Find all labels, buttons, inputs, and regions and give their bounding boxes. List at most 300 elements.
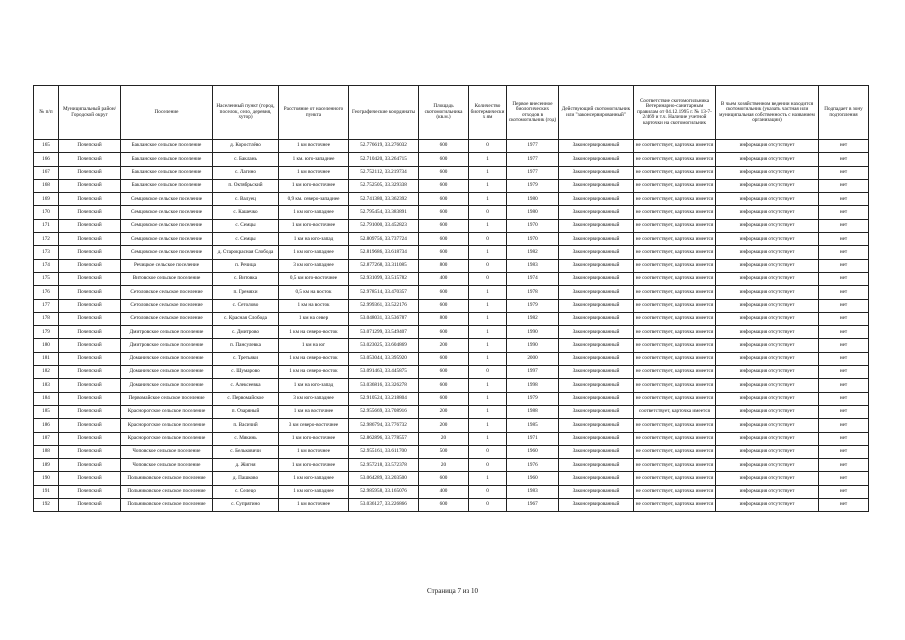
table-cell: 1 bbox=[469, 432, 507, 445]
table-cell: нет bbox=[819, 472, 869, 485]
table-cell: с. Витовка bbox=[213, 272, 279, 285]
table-cell: д. Коростлёво bbox=[213, 140, 279, 153]
table-cell: информация отсутствует bbox=[716, 179, 819, 192]
table-cell: Семцовское сельское поселение bbox=[121, 219, 213, 232]
table-cell: п. Озаряный bbox=[213, 405, 279, 418]
table-cell: информация отсутствует bbox=[716, 166, 819, 179]
table-cell: 52.795454, 33.383891 bbox=[349, 206, 419, 219]
table-cell: 53.023025, 33.604869 bbox=[349, 339, 419, 352]
table-cell: Почепский bbox=[59, 326, 121, 339]
table-cell: 172 bbox=[34, 233, 59, 246]
table-cell: 1 км юго-западнее bbox=[279, 485, 349, 498]
table-cell: 1 км юго-восточнее bbox=[279, 179, 349, 192]
table-cell: не соответствует, карточка имеется bbox=[634, 179, 716, 192]
column-header: Поселение bbox=[121, 86, 213, 140]
table-cell: 169 bbox=[34, 193, 59, 206]
table-cell: 400 bbox=[419, 485, 469, 498]
table-cell: 1 bbox=[469, 153, 507, 166]
column-header: Населенный пункт (город, поселок, село, деревня, хутор) bbox=[213, 86, 279, 140]
table-cell: не соответствует, карточка имеется bbox=[634, 193, 716, 206]
table-row bbox=[34, 339, 869, 352]
table-row bbox=[34, 405, 869, 418]
table-cell: 0 bbox=[469, 485, 507, 498]
table-cell: 0 bbox=[469, 206, 507, 219]
table-cell: 52.978514, 33.470357 bbox=[349, 286, 419, 299]
table-cell: 600 bbox=[419, 246, 469, 259]
table-cell: 1 bbox=[469, 392, 507, 405]
table-row bbox=[34, 485, 869, 498]
table-cell: 1982 bbox=[507, 246, 559, 259]
table-cell: 181 bbox=[34, 352, 59, 365]
table-cell: Польниковское сельское поселение bbox=[121, 499, 213, 512]
cattle-burial-table bbox=[33, 85, 869, 512]
table-cell: с. Семцы bbox=[213, 233, 279, 246]
table-cell: Законсервированный bbox=[559, 419, 634, 432]
table-cell: нет bbox=[819, 499, 869, 512]
table-cell: Почепский bbox=[59, 206, 121, 219]
table-cell: Польниковское сельское поселение bbox=[121, 485, 213, 498]
table-cell: 0,5 км на восток bbox=[279, 286, 349, 299]
table-cell: 1977 bbox=[507, 140, 559, 153]
table-cell: 1974 bbox=[507, 272, 559, 285]
table-cell: 1 км на юг bbox=[279, 339, 349, 352]
table-cell: Почепский bbox=[59, 352, 121, 365]
table-cell: 200 bbox=[419, 339, 469, 352]
table-cell: информация отсутствует bbox=[716, 206, 819, 219]
table-cell: 1 bbox=[469, 326, 507, 339]
table-cell: Законсервированный bbox=[559, 405, 634, 418]
table-cell: 1 км восточнее bbox=[279, 499, 349, 512]
table-cell: 600 bbox=[419, 499, 469, 512]
table-cell: Речицкое сельское поселение bbox=[121, 259, 213, 272]
table-cell: 200 bbox=[419, 419, 469, 432]
table-cell: информация отсутствует bbox=[716, 445, 819, 458]
table-cell: 600 bbox=[419, 366, 469, 379]
table-cell: 53.071299, 33.549407 bbox=[349, 326, 419, 339]
table-row bbox=[34, 193, 869, 206]
table-cell: 52.710420, 33.264715 bbox=[349, 153, 419, 166]
table-cell: информация отсутствует bbox=[716, 405, 819, 418]
table-cell: нет bbox=[819, 272, 869, 285]
table-cell: 1 км на северо-восток bbox=[279, 366, 349, 379]
table-cell: 1970 bbox=[507, 219, 559, 232]
table-cell: 52.862896, 33.778557 bbox=[349, 432, 419, 445]
table-cell: п. Пансулевка bbox=[213, 339, 279, 352]
table-cell: Семцовское сельское поселение bbox=[121, 206, 213, 219]
table-row bbox=[34, 153, 869, 166]
table-cell: нет bbox=[819, 392, 869, 405]
table-cell: Первомайское сельское поселение bbox=[121, 392, 213, 405]
table-cell: 600 bbox=[419, 219, 469, 232]
table-cell: Почепский bbox=[59, 259, 121, 272]
table-cell: с. Алексеевка bbox=[213, 379, 279, 392]
table-cell: не соответствует, карточка имеется bbox=[634, 366, 716, 379]
table-cell: Почепский bbox=[59, 140, 121, 153]
column-header: Муниципальный район/Городской округ bbox=[59, 86, 121, 140]
table-cell: Семцовское сельское поселение bbox=[121, 193, 213, 206]
table-cell: информация отсутствует bbox=[716, 246, 819, 259]
table-cell: 166 bbox=[34, 153, 59, 166]
table-cell: 1960 bbox=[507, 472, 559, 485]
table-cell: 52.809756, 33.737724 bbox=[349, 233, 419, 246]
table-cell: Почепский bbox=[59, 272, 121, 285]
table-cell: Семцовское сельское поселение bbox=[121, 246, 213, 259]
table-cell: Краснорогское сельское поселение bbox=[121, 419, 213, 432]
table-cell: 170 bbox=[34, 206, 59, 219]
table-cell: Чоповское сельское поселение bbox=[121, 459, 213, 472]
table-cell: информация отсутствует bbox=[716, 472, 819, 485]
table-cell: нет bbox=[819, 459, 869, 472]
table-cell: Бакланское сельское поселение bbox=[121, 153, 213, 166]
table-cell: не соответствует, карточка имеется bbox=[634, 233, 716, 246]
table-cell: Почепский bbox=[59, 445, 121, 458]
table-cell: Законсервированный bbox=[559, 352, 634, 365]
table-row bbox=[34, 366, 869, 379]
column-header: Расстояние от населенного пункта bbox=[279, 86, 349, 140]
table-cell: нет bbox=[819, 432, 869, 445]
table-cell: 600 bbox=[419, 166, 469, 179]
table-cell: не соответствует, карточка имеется bbox=[634, 259, 716, 272]
table-cell: 1967 bbox=[507, 499, 559, 512]
table-cell: Законсервированный bbox=[559, 206, 634, 219]
table-cell: Почепский bbox=[59, 379, 121, 392]
table-cell: не соответствует, карточка имеется bbox=[634, 299, 716, 312]
table-cell: информация отсутствует bbox=[716, 140, 819, 153]
table-cell: 0 bbox=[469, 366, 507, 379]
table-cell: 600 bbox=[419, 286, 469, 299]
table-cell: с. Бельковичи bbox=[213, 445, 279, 458]
table-cell: 52.986794, 33.776732 bbox=[349, 419, 419, 432]
table-cell: нет bbox=[819, 153, 869, 166]
table-cell: 20 bbox=[419, 432, 469, 445]
table-cell: Почепский bbox=[59, 219, 121, 232]
table-cell: Почепский bbox=[59, 299, 121, 312]
table-cell: информация отсутствует bbox=[716, 272, 819, 285]
table-cell: 0 bbox=[469, 272, 507, 285]
table-cell: не соответствует, карточка имеется bbox=[634, 339, 716, 352]
table-cell: нет bbox=[819, 419, 869, 432]
table-cell: Законсервированный bbox=[559, 445, 634, 458]
table-cell: нет bbox=[819, 445, 869, 458]
table-cell: 186 bbox=[34, 419, 59, 432]
table-cell: 171 bbox=[34, 219, 59, 232]
table-cell: 20 bbox=[419, 459, 469, 472]
table-cell: не соответствует, карточка имеется bbox=[634, 459, 716, 472]
table-cell: 800 bbox=[419, 259, 469, 272]
table-cell: 3 км юго-западнее bbox=[279, 259, 349, 272]
table-cell: 53.064289, 33.203500 bbox=[349, 472, 419, 485]
table-row bbox=[34, 392, 869, 405]
table-cell: 174 bbox=[34, 259, 59, 272]
table-cell: Законсервированный bbox=[559, 472, 634, 485]
table-cell: 52.910524, 33.218804 bbox=[349, 392, 419, 405]
table-cell: информация отсутствует bbox=[716, 286, 819, 299]
table-cell: 600 bbox=[419, 153, 469, 166]
table-cell: не соответствует, карточка имеется bbox=[634, 485, 716, 498]
table-cell: 52.752112, 33.219734 bbox=[349, 166, 419, 179]
table-cell: 1 км на юго-запад bbox=[279, 233, 349, 246]
table-cell: с. Семцы bbox=[213, 219, 279, 232]
table-cell: не соответствует, карточка имеется bbox=[634, 166, 716, 179]
table-cell: информация отсутствует bbox=[716, 379, 819, 392]
table-cell: 1 км восточнее bbox=[279, 166, 349, 179]
table-cell: Почепский bbox=[59, 179, 121, 192]
table-cell: Законсервированный bbox=[559, 379, 634, 392]
table-cell: п. Гремяхи bbox=[213, 286, 279, 299]
table-cell: 1 км юго-западнее bbox=[279, 472, 349, 485]
table-cell: Законсервированный bbox=[559, 366, 634, 379]
table-cell: Законсервированный bbox=[559, 166, 634, 179]
table-cell: нет bbox=[819, 485, 869, 498]
table-cell: Законсервированный bbox=[559, 219, 634, 232]
table-cell: нет bbox=[819, 206, 869, 219]
table-cell: информация отсутствует bbox=[716, 419, 819, 432]
table-cell: Законсервированный bbox=[559, 312, 634, 325]
table-cell: 600 bbox=[419, 392, 469, 405]
table-cell: с. Лагино bbox=[213, 166, 279, 179]
table-cell: 600 bbox=[419, 472, 469, 485]
table-cell: информация отсутствует bbox=[716, 312, 819, 325]
table-cell: с. Дмитрово bbox=[213, 326, 279, 339]
table-cell: 600 bbox=[419, 326, 469, 339]
table-cell: 1970 bbox=[507, 233, 559, 246]
table-cell: 1 bbox=[469, 179, 507, 192]
table-cell: 600 bbox=[419, 179, 469, 192]
table-row bbox=[34, 472, 869, 485]
table-cell: 400 bbox=[419, 272, 469, 285]
table-cell: 1 км юго-восточнее bbox=[279, 432, 349, 445]
table-cell: 1 bbox=[469, 352, 507, 365]
table-cell: 1 км на север bbox=[279, 312, 349, 325]
table-cell: Сетоловское сельское поселение bbox=[121, 312, 213, 325]
table-cell: нет bbox=[819, 339, 869, 352]
table-cell: 1997 bbox=[507, 366, 559, 379]
table-cell: не соответствует, карточка имеется bbox=[634, 432, 716, 445]
table-cell: Законсервированный bbox=[559, 339, 634, 352]
table-row bbox=[34, 299, 869, 312]
table-row bbox=[34, 272, 869, 285]
table-cell: 52.776619, 33.276032 bbox=[349, 140, 419, 153]
table-cell: информация отсутствует bbox=[716, 339, 819, 352]
table-cell: Дмитровское сельское поселение bbox=[121, 339, 213, 352]
column-header: Первое внесенное биологических отходов в скотомогильник (год) bbox=[507, 86, 559, 140]
table-cell: нет bbox=[819, 179, 869, 192]
table-row bbox=[34, 233, 869, 246]
table-cell: 53.036816, 33.326278 bbox=[349, 379, 419, 392]
table-cell: Законсервированный bbox=[559, 179, 634, 192]
table-cell: Законсервированный bbox=[559, 246, 634, 259]
table-cell: 1 bbox=[469, 193, 507, 206]
table-cell: 1 км на восток bbox=[279, 299, 349, 312]
table-row bbox=[34, 286, 869, 299]
table-cell: 1988 bbox=[507, 405, 559, 418]
table-cell: Краснорогское сельское поселение bbox=[121, 432, 213, 445]
table-cell: 188 bbox=[34, 445, 59, 458]
column-header: В чьем хозяйственном ведении находится скотомогильник (указать частная или муниципальная собственность с названием организации) bbox=[716, 86, 819, 140]
table-cell: Законсервированный bbox=[559, 459, 634, 472]
table-row bbox=[34, 206, 869, 219]
table-cell: д. Старокрасная Слобода bbox=[213, 246, 279, 259]
table-cell: не соответствует, карточка имеется bbox=[634, 445, 716, 458]
table-cell: 1 bbox=[469, 286, 507, 299]
table-cell: Сетоловское сельское поселение bbox=[121, 286, 213, 299]
table-cell: информация отсутствует bbox=[716, 299, 819, 312]
table-row bbox=[34, 419, 869, 432]
table-cell: Законсервированный bbox=[559, 326, 634, 339]
table-cell: не соответствует, карточка имеется bbox=[634, 379, 716, 392]
table-cell: Почепский bbox=[59, 499, 121, 512]
table-cell: 167 bbox=[34, 166, 59, 179]
table-row bbox=[34, 432, 869, 445]
table-cell: 600 bbox=[419, 299, 469, 312]
table-cell: 1977 bbox=[507, 166, 559, 179]
table-cell: 1977 bbox=[507, 153, 559, 166]
table-cell: не соответствует, карточка имеется bbox=[634, 326, 716, 339]
table-row bbox=[34, 459, 869, 472]
table-cell: 52.741380, 33.362392 bbox=[349, 193, 419, 206]
table-cell: 1979 bbox=[507, 299, 559, 312]
table-cell: 1 bbox=[469, 419, 507, 432]
table-row bbox=[34, 445, 869, 458]
table-cell: не соответствует, карточка имеется bbox=[634, 392, 716, 405]
column-header: Подпадает в зону подтопления bbox=[819, 86, 869, 140]
table-cell: 1 км юго-западнее bbox=[279, 246, 349, 259]
table-row bbox=[34, 140, 869, 153]
table-cell: не соответствует, карточка имеется bbox=[634, 472, 716, 485]
table-cell: Чоповское сельское поселение bbox=[121, 445, 213, 458]
table-cell: Почепский bbox=[59, 339, 121, 352]
table-cell: не соответствует, карточка имеется bbox=[634, 286, 716, 299]
table-cell: нет bbox=[819, 366, 869, 379]
table-cell: Законсервированный bbox=[559, 286, 634, 299]
table-cell: 1971 bbox=[507, 432, 559, 445]
table-cell: 1 bbox=[469, 312, 507, 325]
table-cell: Почепский bbox=[59, 485, 121, 498]
table-cell: Польниковское сельское поселение bbox=[121, 472, 213, 485]
table-cell: 1990 bbox=[507, 339, 559, 352]
table-cell: п. Васичий bbox=[213, 419, 279, 432]
table-cell: 53.091463, 33.445875 bbox=[349, 366, 419, 379]
table-cell: Почепский bbox=[59, 472, 121, 485]
table-cell: 191 bbox=[34, 485, 59, 498]
table-cell: 52.955669, 33.708916 bbox=[349, 405, 419, 418]
table-cell: 1 км. юго-западнее bbox=[279, 153, 349, 166]
table-cell: Доманичское сельское поселение bbox=[121, 379, 213, 392]
table-cell: 1985 bbox=[507, 419, 559, 432]
table-cell: 53.036127, 33.226866 bbox=[349, 499, 419, 512]
table-cell: информация отсутствует bbox=[716, 459, 819, 472]
table-cell: 1 км юго-западнее bbox=[279, 206, 349, 219]
header-row bbox=[34, 86, 869, 140]
table-cell: 1983 bbox=[507, 259, 559, 272]
table-cell: с. Мякинь bbox=[213, 432, 279, 445]
table-cell: соответствует, карточка имеется bbox=[634, 405, 716, 418]
table-cell: Почепский bbox=[59, 166, 121, 179]
table-cell: 1978 bbox=[507, 286, 559, 299]
table-cell: 1976 bbox=[507, 459, 559, 472]
table-cell: не соответствует, карточка имеется bbox=[634, 219, 716, 232]
table-row bbox=[34, 166, 869, 179]
table-row bbox=[34, 326, 869, 339]
table-cell: Законсервированный bbox=[559, 140, 634, 153]
table-cell: 1 км на восточнее bbox=[279, 405, 349, 418]
table-cell: Почепский bbox=[59, 405, 121, 418]
table-cell: 52.931099, 33.515782 bbox=[349, 272, 419, 285]
table-cell: с. Валуец bbox=[213, 193, 279, 206]
table-cell: 1 км юго-восточнее bbox=[279, 459, 349, 472]
table-cell: нет bbox=[819, 259, 869, 272]
table-cell: 179 bbox=[34, 326, 59, 339]
table-cell: 3 км юго-западнее bbox=[279, 392, 349, 405]
table-cell: Законсервированный bbox=[559, 272, 634, 285]
table-cell: Доманичское сельское поселение bbox=[121, 366, 213, 379]
table-cell: Почепский bbox=[59, 419, 121, 432]
table-row bbox=[34, 179, 869, 192]
table-cell: 0 bbox=[469, 259, 507, 272]
table-cell: 184 bbox=[34, 392, 59, 405]
table-cell: 52.819686, 33.618734 bbox=[349, 246, 419, 259]
column-header: Географические координаты bbox=[349, 86, 419, 140]
column-header: Соответствие скотомогильника Ветеринарно-санитарным правилам от 04.12.1995 г. № 13-7-2/469 и т.ч. Наличие учетной карточки на скотомогильник bbox=[634, 86, 716, 140]
table-cell: Законсервированный bbox=[559, 499, 634, 512]
table-cell: 182 bbox=[34, 366, 59, 379]
table-cell: 1 bbox=[469, 219, 507, 232]
table-cell: 1 км на северо-восток bbox=[279, 352, 349, 365]
column-header: № п/п bbox=[34, 86, 59, 140]
table-cell: 600 bbox=[419, 352, 469, 365]
table-cell: Законсервированный bbox=[559, 392, 634, 405]
table-cell: с. Третьяки bbox=[213, 352, 279, 365]
column-header: Количество биотермических ям bbox=[469, 86, 507, 140]
table-cell: Бакланское сельское поселение bbox=[121, 179, 213, 192]
table-cell: 1 bbox=[469, 472, 507, 485]
table-cell: информация отсутствует bbox=[716, 219, 819, 232]
table-cell: 500 bbox=[419, 445, 469, 458]
table-cell: нет bbox=[819, 405, 869, 418]
table-cell: 53.053044, 33.395920 bbox=[349, 352, 419, 365]
table-cell: 1980 bbox=[507, 206, 559, 219]
table-cell: не соответствует, карточка имеется bbox=[634, 352, 716, 365]
table-cell: нет bbox=[819, 193, 869, 206]
table-cell: 200 bbox=[419, 405, 469, 418]
table-row bbox=[34, 379, 869, 392]
table-cell: 1 км восточнее bbox=[279, 140, 349, 153]
table-cell: нет bbox=[819, 326, 869, 339]
table-cell: с. Шумарово bbox=[213, 366, 279, 379]
table-cell: не соответствует, карточка имеется bbox=[634, 206, 716, 219]
table-cell: 176 bbox=[34, 286, 59, 299]
table-cell: 52.957218, 33.572378 bbox=[349, 459, 419, 472]
table-cell: 52.985958, 33.165076 bbox=[349, 485, 419, 498]
table-cell: не соответствует, карточка имеется bbox=[634, 246, 716, 259]
table-cell: информация отсутствует bbox=[716, 499, 819, 512]
table-cell: Почепский bbox=[59, 193, 121, 206]
table-cell: информация отсутствует bbox=[716, 326, 819, 339]
table-cell: информация отсутствует bbox=[716, 432, 819, 445]
table-cell: 600 bbox=[419, 140, 469, 153]
table-cell: нет bbox=[819, 312, 869, 325]
table-cell: 0 bbox=[469, 140, 507, 153]
table-cell: Законсервированный bbox=[559, 432, 634, 445]
table-cell: Сетоловское сельское поселение bbox=[121, 299, 213, 312]
table-cell: 165 bbox=[34, 140, 59, 153]
table-cell: п. Речица bbox=[213, 259, 279, 272]
table-cell: Почепский bbox=[59, 459, 121, 472]
table-cell: с. Супрягино bbox=[213, 499, 279, 512]
table-cell: 1 км на юго-запад bbox=[279, 379, 349, 392]
table-cell: информация отсутствует bbox=[716, 259, 819, 272]
table-cell: с. Сетолово bbox=[213, 299, 279, 312]
